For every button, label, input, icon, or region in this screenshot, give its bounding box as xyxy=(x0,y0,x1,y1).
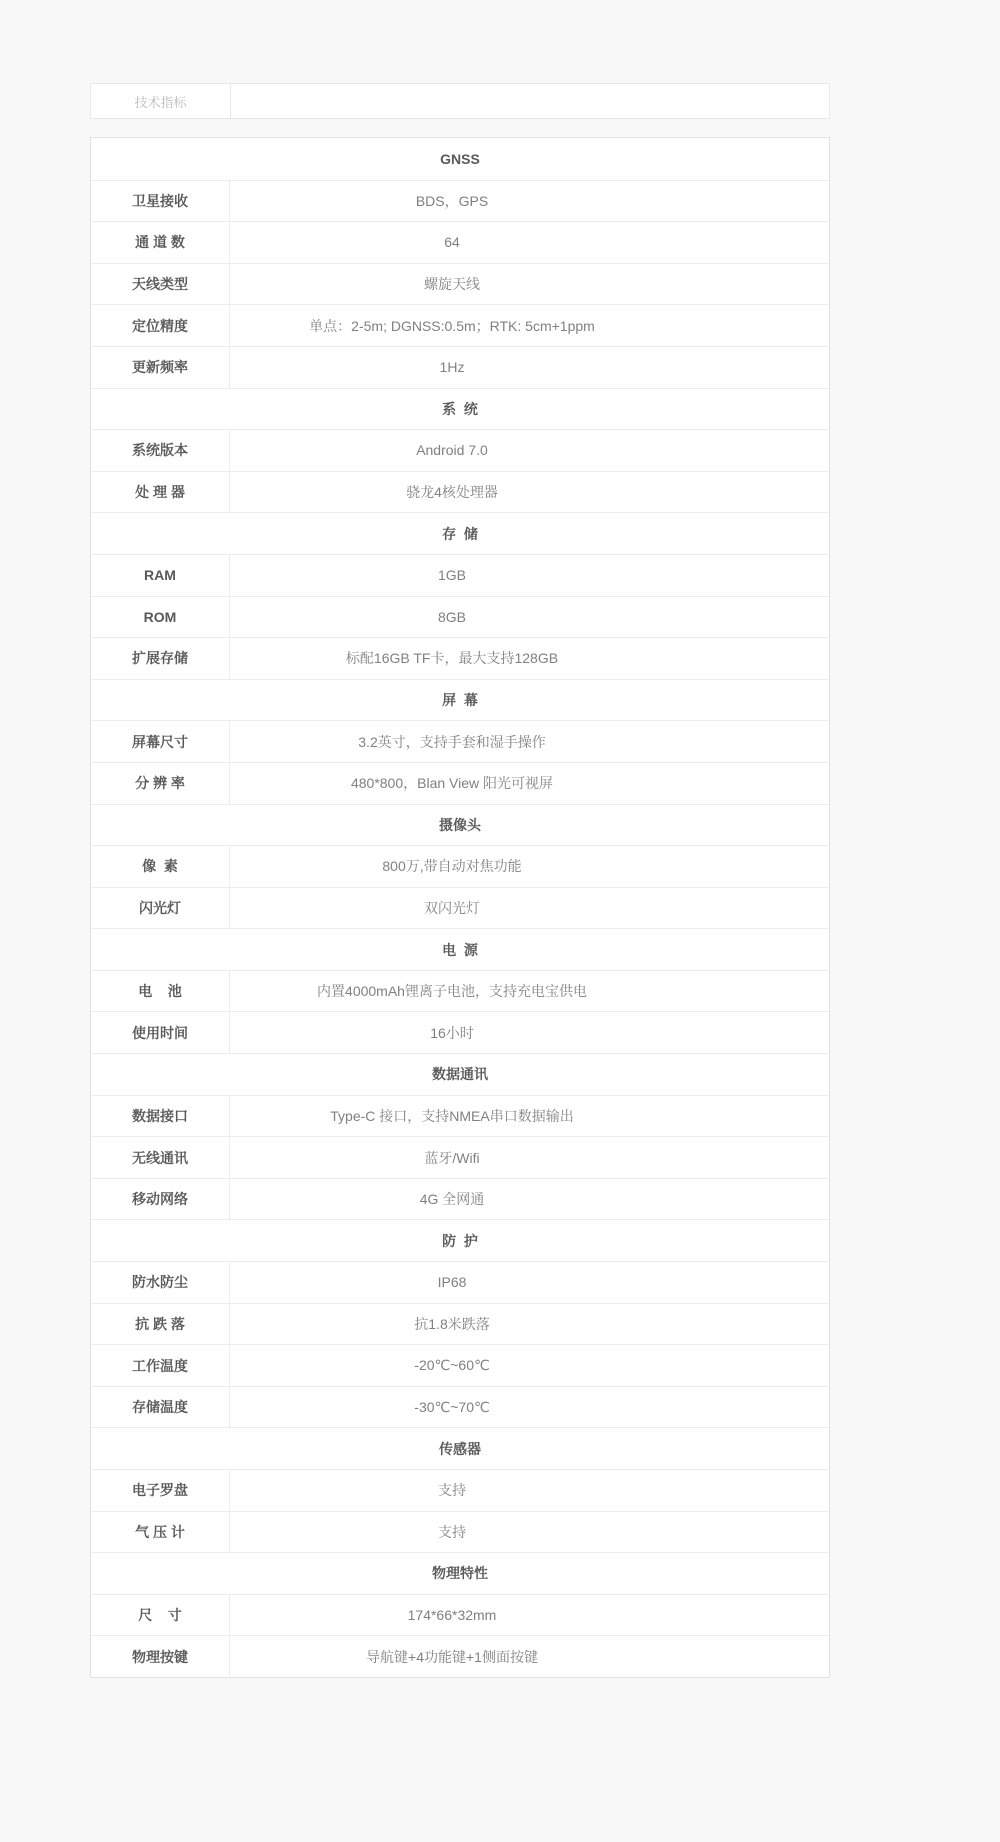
spec-value: 64 xyxy=(444,234,460,251)
spec-label: RAM xyxy=(91,555,230,596)
spec-empty-cell xyxy=(674,222,829,263)
spec-value: 抗1.8米跌落 xyxy=(414,1315,490,1332)
spec-value: 3.2英寸，支持手套和湿手操作 xyxy=(358,733,546,750)
spec-value: 480*800，Blan View 阳光可视屏 xyxy=(350,775,554,792)
spec-label: 像 素 xyxy=(91,846,230,887)
spec-label: 无线通讯 xyxy=(91,1137,230,1178)
spec-empty-cell xyxy=(674,347,829,388)
spec-row xyxy=(91,1178,829,1220)
spec-value: Type-C 接口，支持NMEA串口数据输出 xyxy=(330,1107,574,1124)
spec-empty-cell xyxy=(674,181,829,222)
spec-empty-cell xyxy=(674,472,829,513)
spec-empty-cell xyxy=(674,1470,829,1511)
spec-row xyxy=(91,471,829,513)
spec-label: 移动网络 xyxy=(91,1179,230,1220)
spec-empty-cell xyxy=(674,888,829,929)
spec-row xyxy=(91,1635,829,1677)
spec-label: 定位精度 xyxy=(91,305,230,346)
spec-row xyxy=(91,845,829,887)
spec-label: 更新频率 xyxy=(91,347,230,388)
spec-empty-cell xyxy=(674,1636,829,1677)
spec-label: 通 道 数 xyxy=(91,222,230,263)
spec-label: 处 理 器 xyxy=(91,472,230,513)
spec-row xyxy=(91,1261,829,1303)
spec-empty-cell xyxy=(674,763,829,804)
spec-label: 电 池 xyxy=(91,971,230,1012)
spec-empty-cell xyxy=(674,597,829,638)
spec-label: 屏幕尺寸 xyxy=(91,721,230,762)
spec-row xyxy=(91,762,829,804)
spec-empty-cell xyxy=(674,1512,829,1553)
spec-empty-cell xyxy=(674,846,829,887)
spec-value: 内置4000mAh锂离子电池，支持充电宝供电 xyxy=(317,983,587,1000)
spec-row xyxy=(91,1386,829,1428)
spec-label: 电子罗盘 xyxy=(91,1470,230,1511)
spec-empty-cell xyxy=(674,971,829,1012)
section-title: 电 源 xyxy=(442,941,478,958)
spec-empty-cell xyxy=(674,638,829,679)
spec-label: 使用时间 xyxy=(91,1012,230,1053)
spec-empty-cell xyxy=(674,430,829,471)
section-title: 防 护 xyxy=(442,1232,478,1249)
section-title: 系 统 xyxy=(442,400,478,417)
spec-empty-cell xyxy=(674,1179,829,1220)
spec-empty-cell xyxy=(674,1012,829,1053)
spec-value: 174*66*32mm xyxy=(407,1607,497,1624)
spec-empty-cell xyxy=(674,1387,829,1428)
spec-row xyxy=(91,263,829,305)
spec-value: -20℃~60℃ xyxy=(414,1357,490,1374)
spec-empty-cell xyxy=(674,1137,829,1178)
section-title: 传感器 xyxy=(439,1440,481,1457)
spec-label: 尺 寸 xyxy=(91,1595,230,1636)
section-title: 数据通讯 xyxy=(432,1066,488,1083)
spec-row xyxy=(91,1469,829,1511)
spec-value: 标配16GB TF卡，最大支持128GB xyxy=(345,650,559,667)
spec-value: 导航键+4功能键+1侧面按键 xyxy=(366,1648,538,1665)
spec-label: 分 辨 率 xyxy=(91,763,230,804)
section-header-row xyxy=(91,679,829,721)
section-title: 屏 幕 xyxy=(442,692,478,709)
spec-row xyxy=(91,1344,829,1386)
spec-value: 16小时 xyxy=(430,1024,474,1041)
spec-value: 双闪光灯 xyxy=(424,899,480,916)
spec-row xyxy=(91,1011,829,1053)
section-header-row xyxy=(91,804,829,846)
spec-row xyxy=(91,1511,829,1553)
spec-label: 系统版本 xyxy=(91,430,230,471)
spec-value: 800万,带自动对焦功能 xyxy=(382,858,522,875)
spec-value: IP68 xyxy=(437,1274,467,1291)
spec-label: 扩展存储 xyxy=(91,638,230,679)
spec-label: ROM xyxy=(91,597,230,638)
spec-empty-cell xyxy=(674,1345,829,1386)
spec-value: 4G 全网通 xyxy=(419,1191,485,1208)
section-title: 存 储 xyxy=(442,525,478,542)
spec-row xyxy=(91,346,829,388)
spec-row xyxy=(91,596,829,638)
spec-row xyxy=(91,554,829,596)
spec-empty-cell xyxy=(674,1096,829,1137)
spec-label: 卫星接收 xyxy=(91,181,230,222)
spec-value: 单点：2-5m; DGNSS:0.5m；RTK: 5cm+1ppm xyxy=(309,317,595,334)
spec-table xyxy=(90,137,830,1678)
spec-row xyxy=(91,637,829,679)
spec-row xyxy=(91,1594,829,1636)
spec-row xyxy=(91,970,829,1012)
spec-row xyxy=(91,429,829,471)
spec-value: 支持 xyxy=(438,1523,466,1540)
spec-value: 1GB xyxy=(437,567,466,584)
spec-value: 1Hz xyxy=(439,359,465,376)
section-header-row xyxy=(91,388,829,430)
spec-label: 工作温度 xyxy=(91,1345,230,1386)
spec-tab-bar xyxy=(90,83,830,119)
spec-label: 抗 跌 落 xyxy=(91,1304,230,1345)
spec-empty-cell xyxy=(674,264,829,305)
spec-label: 数据接口 xyxy=(91,1096,230,1137)
spec-row xyxy=(91,180,829,222)
spec-empty-cell xyxy=(674,721,829,762)
spec-label: 存储温度 xyxy=(91,1387,230,1428)
spec-row xyxy=(91,1136,829,1178)
spec-value: 支持 xyxy=(438,1482,466,1499)
spec-empty-cell xyxy=(674,1262,829,1303)
section-title: GNSS xyxy=(440,150,480,167)
spec-row xyxy=(91,221,829,263)
spec-empty-cell xyxy=(674,555,829,596)
spec-value: 蓝牙/Wifi xyxy=(424,1149,480,1166)
section-header-row xyxy=(91,1552,829,1594)
section-title: 摄像头 xyxy=(439,816,481,833)
spec-label: 气 压 计 xyxy=(91,1512,230,1553)
section-header-row xyxy=(91,512,829,554)
spec-row xyxy=(91,720,829,762)
section-header-row xyxy=(91,1427,829,1469)
spec-row xyxy=(91,1095,829,1137)
spec-value: -30℃~70℃ xyxy=(414,1398,490,1415)
spec-row xyxy=(91,304,829,346)
spec-label: 防水防尘 xyxy=(91,1262,230,1303)
section-header-row xyxy=(91,928,829,970)
section-header-row xyxy=(91,1053,829,1095)
spec-label: 闪光灯 xyxy=(91,888,230,929)
section-header-row xyxy=(91,1219,829,1261)
spec-label: 物理按键 xyxy=(91,1636,230,1677)
spec-value: BDS，GPS xyxy=(415,192,489,209)
tab-tech-specs[interactable]: 技术指标 xyxy=(91,84,231,118)
spec-value: 8GB xyxy=(437,608,466,625)
spec-label: 天线类型 xyxy=(91,264,230,305)
spec-empty-cell xyxy=(674,1595,829,1636)
spec-empty-cell xyxy=(674,305,829,346)
spec-row xyxy=(91,1303,829,1345)
spec-value: Android 7.0 xyxy=(416,442,488,459)
spec-value: 骁龙4核处理器 xyxy=(406,484,498,501)
spec-value: 螺旋天线 xyxy=(424,276,480,293)
section-header-row xyxy=(91,138,829,180)
spec-empty-cell xyxy=(674,1304,829,1345)
section-title: 物理特性 xyxy=(432,1565,488,1582)
spec-row xyxy=(91,887,829,929)
